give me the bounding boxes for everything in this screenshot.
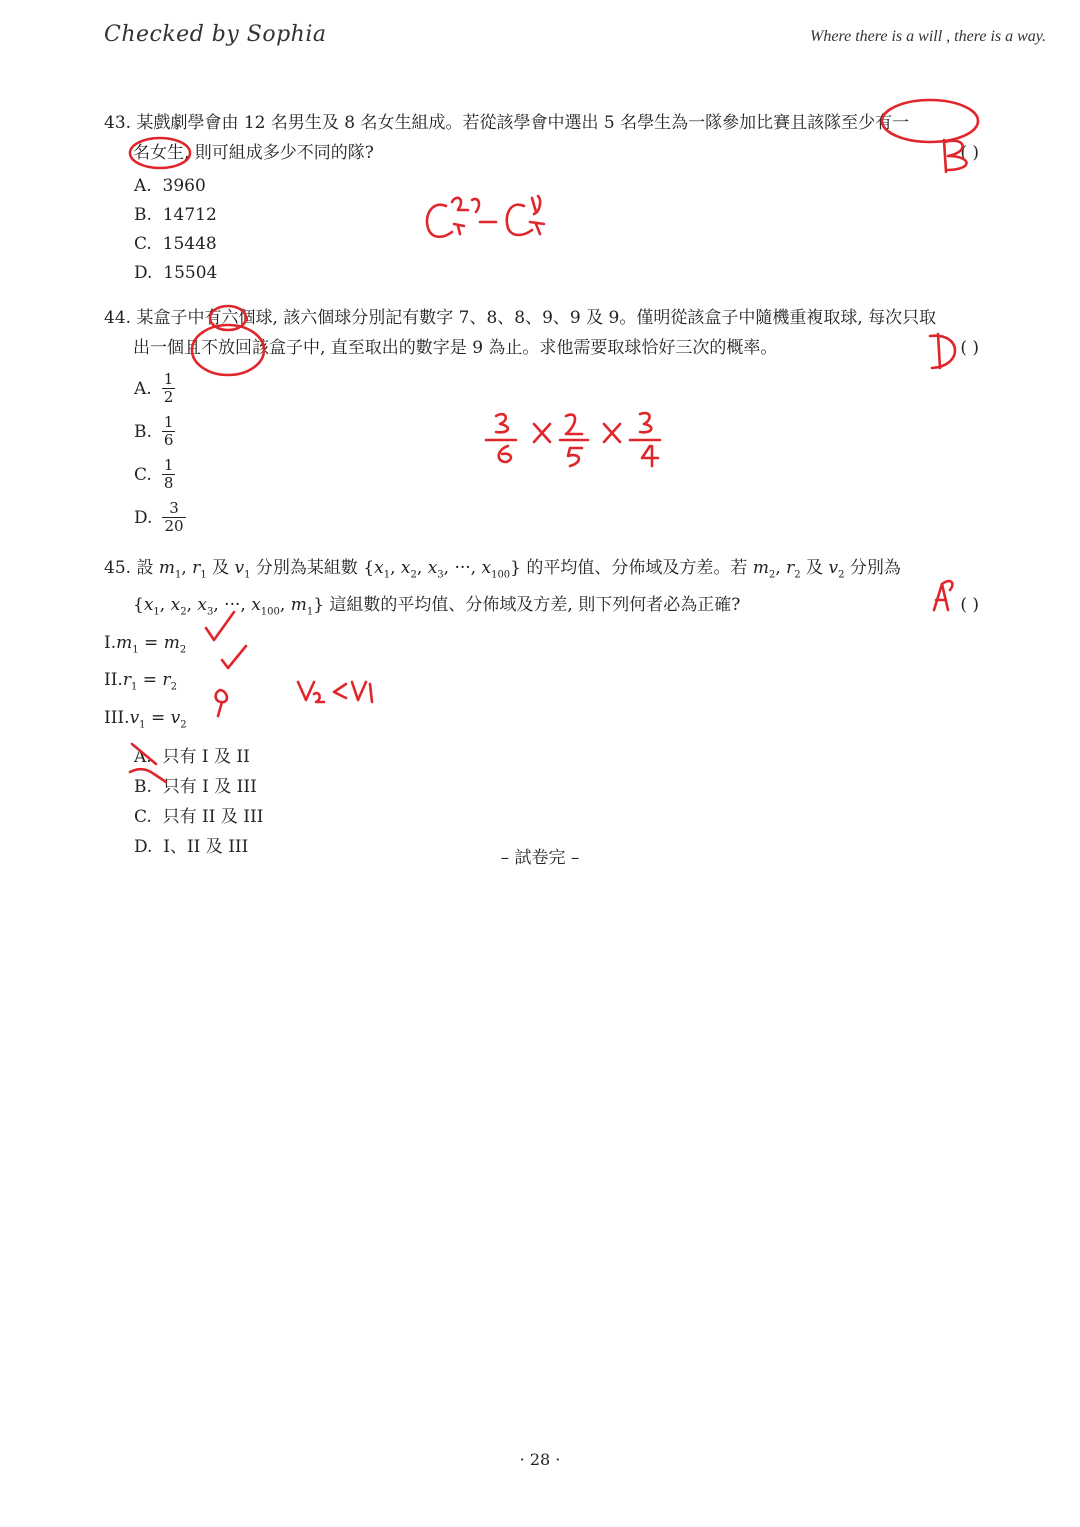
- q44-option-b: B. $\frac{1}{6}$: [134, 413, 174, 449]
- q43-line1: [104, 108, 979, 138]
- q43-option-c: C. 15448: [134, 234, 217, 254]
- q43-stem: 某戲劇學會由 12 名男生及 8 名女生組成。若從該學會中選出 5 名學生為一隊參加比賽且該隊至少有一: [136, 113, 910, 133]
- q45-statement-2: $II.r_1 = r_2$: [104, 670, 177, 693]
- q45-option-d: D. I、II 及 III: [134, 836, 249, 857]
- q43-answer-paren: ( ): [960, 143, 979, 163]
- q43-stem-cont: 名女生, 則可組成多少不同的隊?: [133, 143, 374, 163]
- q44-option-a: A. $\frac{1}{2}$: [134, 370, 174, 406]
- question-44: [104, 303, 979, 539]
- q43-options: [104, 172, 979, 288]
- question-45: [104, 553, 979, 862]
- header-left-text: Checked by Sophia: [104, 22, 327, 47]
- q44-line2: [104, 333, 979, 363]
- q45-line1: 45. 設 $m_1$, $r_1$ 及 $v_1$ 分別為某組數 {$x_1$, $x_2$, $x_3$, ···, $x_{100}$} 的平均值、分佈域及方差。若 $m_2$, $r_2$ 及 $v_2$ 分別為: [104, 558, 901, 581]
- q45-number: 45.: [104, 558, 132, 578]
- q45-statement-1: $I.m_1 = m_2$: [104, 632, 187, 656]
- q44-stem: 某盒子中有六個球, 該六個球分別記有數字 7、8、8、9、9 及 9。僅明從該盒子中隨機重複取球, 每次只取: [136, 308, 937, 328]
- q43-option-b: B. 14712: [134, 205, 217, 225]
- header-right-motto: Where there is a will , there is a way.: [810, 28, 1046, 45]
- q45-option-c: C. 只有 II 及 III: [134, 806, 264, 827]
- q43-number: 43.: [104, 113, 132, 133]
- q45-option-b: B. 只有 I 及 III: [134, 776, 257, 797]
- q45-option-a: A. 只有 I 及 II: [134, 746, 250, 767]
- page-number: · 28 ·: [519, 1450, 561, 1469]
- q43-line2: [104, 138, 979, 168]
- end-of-paper-mark: – 試卷完 –: [500, 848, 580, 868]
- q44-answer-paren: ( ): [960, 338, 979, 358]
- q44-option-c: C. $\frac{1}{8}$: [134, 456, 174, 492]
- q43-option-d: D. 15504: [134, 263, 218, 283]
- q43-option-a: A. 3960: [134, 176, 206, 196]
- question-43: [104, 108, 979, 288]
- q45-statement-3: $III.v_1 = v_2$: [104, 707, 187, 730]
- q45-answer-paren: ( ): [960, 595, 979, 616]
- q44-stem-cont: 出一個且不放回該盒子中, 直至取出的數字是 9 為止。求他需要取球恰好三次的概率。: [133, 338, 778, 358]
- q44-options: [104, 367, 979, 539]
- q44-option-d: D. $\frac{3}{20}$: [134, 499, 184, 535]
- q45-line2: {$x_1$, $x_2$, $x_3$, ···, $x_{100}$, $m_1$} 這組數的平均值、分佈域及方差, 則下列何者必為正確? ( ): [104, 590, 979, 627]
- q44-number: 44.: [104, 308, 132, 328]
- q44-line1: [104, 303, 979, 333]
